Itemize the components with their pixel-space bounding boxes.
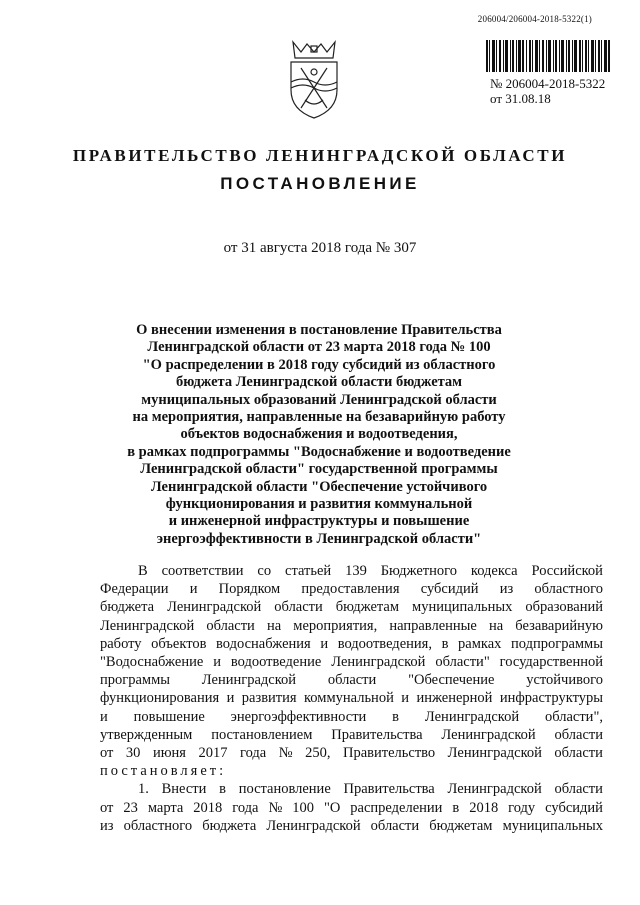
word: 250, [305,745,331,762]
body-line [100,726,603,744]
word: и [100,708,108,725]
word: со [257,563,272,579]
word: из [100,817,114,834]
subject-line: бюджета Ленинградской области бюджетам [175,374,463,391]
body-line [100,689,603,707]
word: образований [525,599,603,616]
word: области [554,726,603,743]
word: Ленинградской [441,726,536,743]
word: энергоэффективности [230,708,367,725]
word: постановление [238,781,331,798]
body-line [100,562,603,580]
word: объектов [151,635,207,652]
body-line [100,799,603,817]
word: года [232,799,259,816]
word: и [320,635,329,652]
word: 1. [138,781,149,798]
word: и [226,690,235,707]
word: июня [152,745,186,762]
word: утвержденным [100,726,193,743]
word: предоставления [301,581,400,598]
word: и [401,690,410,707]
word: муниципальных [412,599,513,616]
word: Ленинградской [100,617,195,634]
word: бюджета [100,599,155,616]
word: Ленинградской [331,654,426,671]
subject-line: Ленинградской области от 23 марта 2018 года № 100 [147,339,491,356]
body-line [100,744,603,762]
word: Ленинградской [201,672,297,689]
word: в [219,781,226,798]
word: 2018 [193,799,223,816]
word: 30 [125,745,141,762]
subject-line: и инженерной инфраструктуры и повышение [168,513,470,530]
word: Ленинградской [266,817,361,834]
word: № [268,799,283,816]
word: инфраструктуры [499,690,603,707]
word: Правительство [343,745,436,762]
word: мероприятия, [293,617,378,634]
word: Ленинградской [447,745,542,762]
body-line [100,598,603,616]
word: и [189,581,198,598]
word: области [274,599,323,616]
word: развития [241,690,297,707]
body-line [100,708,603,726]
body-line [100,635,603,653]
word: повышение [133,708,205,725]
word: "Обеспечение [408,672,495,689]
word: бюджетам [335,599,400,616]
subject-line: муниципальных образований Ленинградской области [141,391,497,408]
word: Внести [161,781,207,798]
body-line: постановляет: [100,763,227,780]
word: в [392,708,400,725]
word: Правительства [343,781,435,798]
word: из [499,581,514,598]
word: субсидий [545,799,603,816]
word: рамках [458,635,502,652]
word: 100 [292,799,314,816]
subject-line: "О распределении в 2018 году субсидий из областного [142,356,496,373]
word: области [327,672,377,689]
word: области [370,817,420,834]
government-title: ПРАВИТЕЛЬСТВО ЛЕНИНГРАДСКОЙ ОБЛАСТИ [72,146,568,165]
word: субсидий [420,581,479,598]
word: области [554,781,603,798]
word: области" [435,654,490,671]
body-line [100,617,603,635]
body-line [100,653,603,671]
word: бюджета [202,817,257,834]
word: Ленинградской [424,708,520,725]
word: в [452,799,460,816]
word: № [278,745,293,762]
word: области [206,617,255,634]
subject-line: объектов водоснабжения и водоотведения, [180,426,458,443]
subject-line: функционирования и развития коммунальной [165,496,473,513]
word: областного [123,817,193,834]
word: от [100,799,114,816]
word: соответствии [161,563,244,579]
decree-date: от 31 августа 2018 года № 307 [223,240,417,256]
word: Федерации [100,581,169,598]
word: функционирования [100,690,220,707]
word: кодекса [470,563,518,579]
word: муниципальных [502,817,603,834]
word: области [554,745,603,762]
word: распределении [350,799,443,816]
word: государственной [499,654,603,671]
registration-date: от 31.08.18 [490,91,551,106]
document-id: 206004/206004-2018-5322(1) [477,14,592,24]
body-line [100,780,603,798]
word: безаварийную [515,617,603,634]
word: статьей [285,563,332,579]
word: области", [544,708,603,725]
word: в [441,635,449,652]
word: программы [100,672,170,689]
word: марта [147,799,184,816]
word: направленные [389,617,477,634]
word: 2017 [198,745,228,762]
word: года [240,745,267,762]
barcode [486,40,610,72]
word: от [100,745,114,762]
word: Бюджетного [380,563,457,579]
subject-line: на мероприятия, направленные на безаварийную работу [132,409,506,426]
word: на [266,617,282,634]
coat-of-arms-emblem [283,38,345,120]
body-line [100,817,603,835]
subject-line: О внесении изменения в постановление Правительства [136,322,502,338]
body-line [100,671,603,689]
decree-subject [98,322,540,548]
subject-line: энергоэффективности в Ленинградской области" [156,530,482,547]
word: Порядком [218,581,281,598]
word: работу [100,635,142,652]
word: 139 [345,563,367,579]
word: коммунальной [304,690,394,707]
subject-line: в рамках подпрограммы "Водоснабжение и водоотведение [127,443,511,460]
word: водоснабжения [216,635,311,652]
word: 2018 [469,799,499,816]
body-line [100,580,603,598]
word: Российской [531,563,603,579]
word: "Водоснабжение [100,654,204,671]
word: 23 [123,799,138,816]
word: Ленинградской [447,781,542,798]
word: Ленинградской [167,599,262,616]
word: устойчивого [526,672,603,689]
registration-number: № 206004-2018-5322 [490,76,606,91]
word: водоотведения, [337,635,432,652]
word: В [138,563,148,579]
word: водоотведение [230,654,322,671]
word: подпрограммы [511,635,603,652]
decree-title: ПОСТАНОВЛЕНИЕ [220,174,420,193]
word: инженерной [416,690,493,707]
word: "О [323,799,341,816]
word: и [213,654,221,671]
word: на [488,617,504,634]
word: году [508,799,536,816]
word: Правительства [331,726,423,743]
subject-line: Ленинградской области" государственной программы [140,461,498,478]
word: бюджетам [429,817,493,834]
word: областного [534,581,603,598]
decree-body [100,562,603,835]
word: постановлением [211,726,313,743]
subject-line: Ленинградской области "Обеспечение устойчивого [150,478,488,495]
